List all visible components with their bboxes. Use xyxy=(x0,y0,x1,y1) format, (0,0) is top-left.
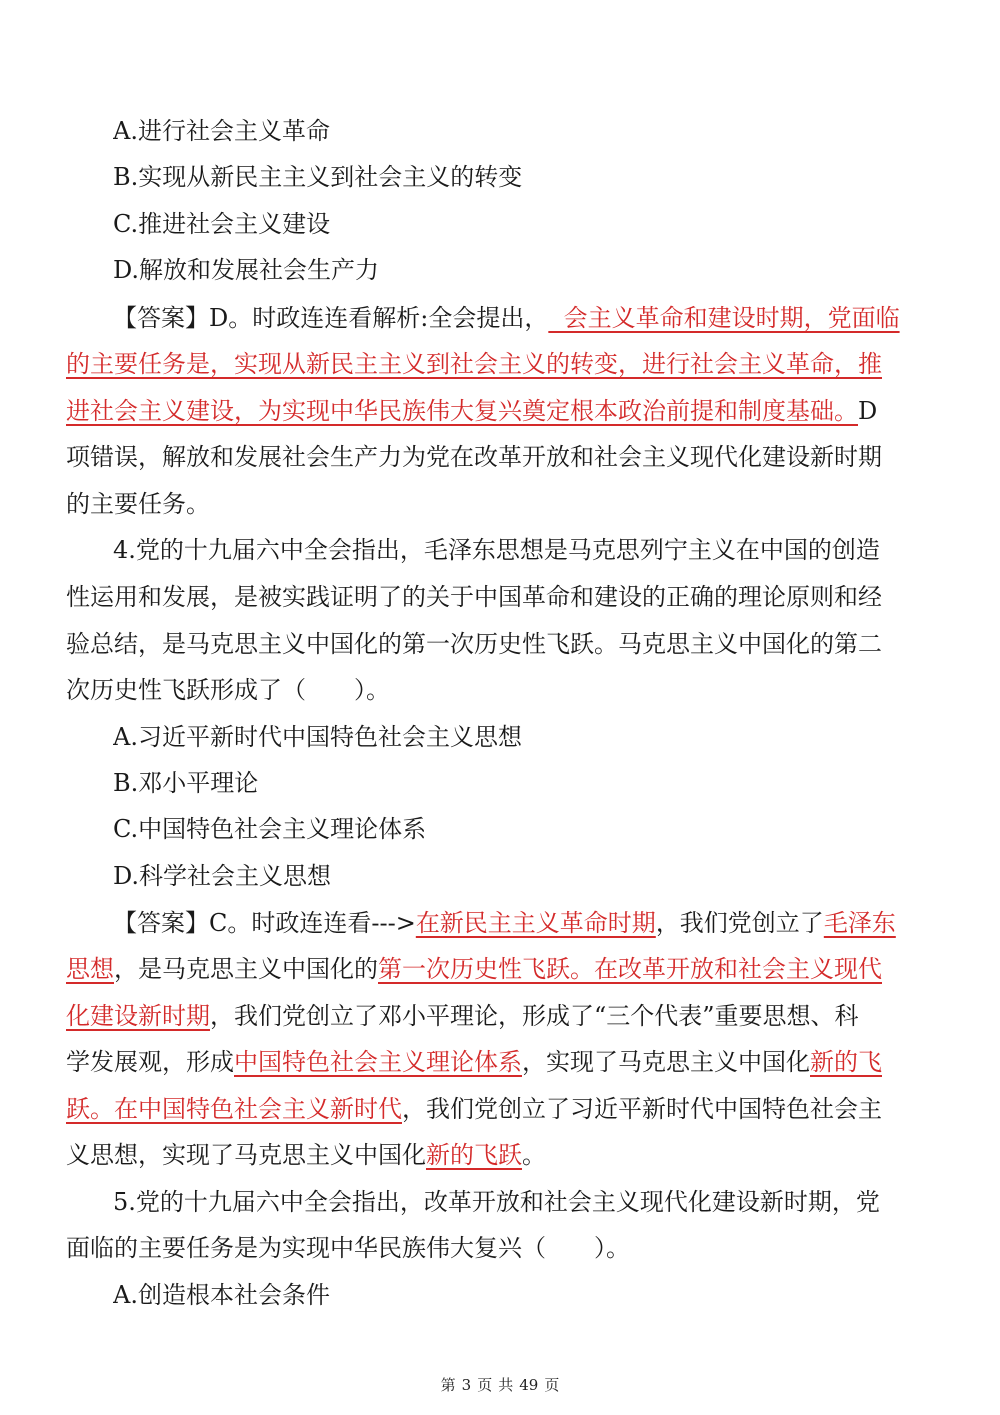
answer-text: ，我们党创立了邓小平理论，形成了“三个代表”重要思想、科 xyxy=(210,1002,859,1030)
q4-answer-line-3 xyxy=(66,996,928,1036)
footer-ye: 页 xyxy=(477,1376,493,1394)
q3-answer-line-3 xyxy=(66,391,928,431)
q4-answer-line-1 xyxy=(113,903,975,943)
q4-option-d: D.科学社会主义思想 xyxy=(113,862,332,890)
answer-highlight: 新的飞 xyxy=(810,1048,882,1076)
answer-highlight: 跃。在中国特色社会主义新时代 xyxy=(66,1095,402,1123)
answer-highlight: 进社会主义建设，为实现中华民族伟大复兴奠定根本政治前提和制度基础。 xyxy=(66,397,858,425)
footer-ye: 页 xyxy=(544,1376,560,1394)
answer-highlight: 化建设新时期 xyxy=(66,1002,210,1030)
q4-option-c: C.中国特色社会主义理论体系 xyxy=(113,815,427,843)
answer-text: ，是马克思主义中国化的 xyxy=(114,955,378,983)
q3-option-a: A.进行社会主义革命 xyxy=(113,117,330,145)
answer-highlight: 毛泽东 xyxy=(823,909,896,937)
answer-text: D xyxy=(858,397,878,425)
q5-stem-line-1: 5.党的十九届六中全会指出，改革开放和社会主义现代化建设新时期，党 xyxy=(113,1188,880,1216)
page-footer xyxy=(0,1374,1000,1395)
q4-stem-line-3: 验总结，是马克思主义中国化的第一次历史性飞跃。马克思主义中国化的第二 xyxy=(66,630,882,658)
answer-text: ，我们党创立了 xyxy=(655,909,824,937)
q3-option-b: B.实现从新民主主义到社会主义的转变 xyxy=(113,163,523,191)
answer-highlight: 第一次历史性飞跃。在改革开放和社会主义现代 xyxy=(378,955,882,983)
answer-highlight: 新的飞跃 xyxy=(426,1141,522,1169)
answer-text: ，我们党创立了习近平新时代中国特色社会主 xyxy=(402,1095,882,1123)
q4-answer-line-5 xyxy=(66,1089,928,1129)
q4-stem-line-2: 性运用和发展，是被实践证明了的关于中国革命和建设的正确的理论原则和经 xyxy=(66,583,882,611)
q3-answer-line-1 xyxy=(113,298,975,338)
q4-stem-line-4: 次历史性飞跃形成了（ ）。 xyxy=(66,676,390,704)
answer-label: 【答案】D。时政连连看解析:全会提出， xyxy=(113,304,549,332)
q3-answer-line-4: 项错误，解放和发展社会生产力为党在改革开放和社会主义现代化建设新时期 xyxy=(66,443,882,471)
page-number: 3 xyxy=(461,1376,472,1394)
footer-di: 第 xyxy=(440,1376,456,1394)
q4-answer-line-4 xyxy=(66,1042,928,1082)
answer-highlight: 会主义革命和建设时期，党面临 xyxy=(548,304,900,332)
answer-text: ，实现了马克思主义中国化 xyxy=(522,1048,810,1076)
q5-stem-line-2: 面临的主要任务是为实现中华民族伟大复兴（ ）。 xyxy=(66,1234,630,1262)
answer-highlight: 思想 xyxy=(66,955,114,983)
q5-option-a: A.创造根本社会条件 xyxy=(113,1281,330,1309)
answer-highlight: 中国特色社会主义理论体系 xyxy=(234,1048,522,1076)
total-pages: 49 xyxy=(519,1376,539,1394)
answer-label: 【答案】C。时政连连看---> xyxy=(113,909,416,937)
answer-text: 义思想，实现了马克思主义中国化 xyxy=(66,1141,426,1169)
q4-answer-line-6 xyxy=(66,1135,928,1175)
q3-option-d: D.解放和发展社会生产力 xyxy=(113,256,380,284)
q4-stem-line-1: 4.党的十九届六中全会指出，毛泽东思想是马克思列宁主义在中国的创造 xyxy=(113,536,880,564)
answer-text: 学发展观，形成 xyxy=(66,1048,234,1076)
q4-option-b: B.邓小平理论 xyxy=(113,769,259,797)
q3-answer-line-2 xyxy=(66,344,928,384)
answer-highlight: 的主要任务是，实现从新民主主义到社会主义的转变，进行社会主义革命，推 xyxy=(66,350,882,378)
q4-option-a: A.习近平新时代中国特色社会主义思想 xyxy=(113,723,522,751)
q4-answer-line-2 xyxy=(66,949,928,989)
q3-option-c: C.推进社会主义建设 xyxy=(113,210,331,238)
q3-answer-line-5: 的主要任务。 xyxy=(66,490,210,518)
answer-highlight: 在新民主主义革命时期 xyxy=(415,909,656,937)
answer-text: 。 xyxy=(522,1141,546,1169)
footer-gong: 共 xyxy=(498,1376,514,1394)
